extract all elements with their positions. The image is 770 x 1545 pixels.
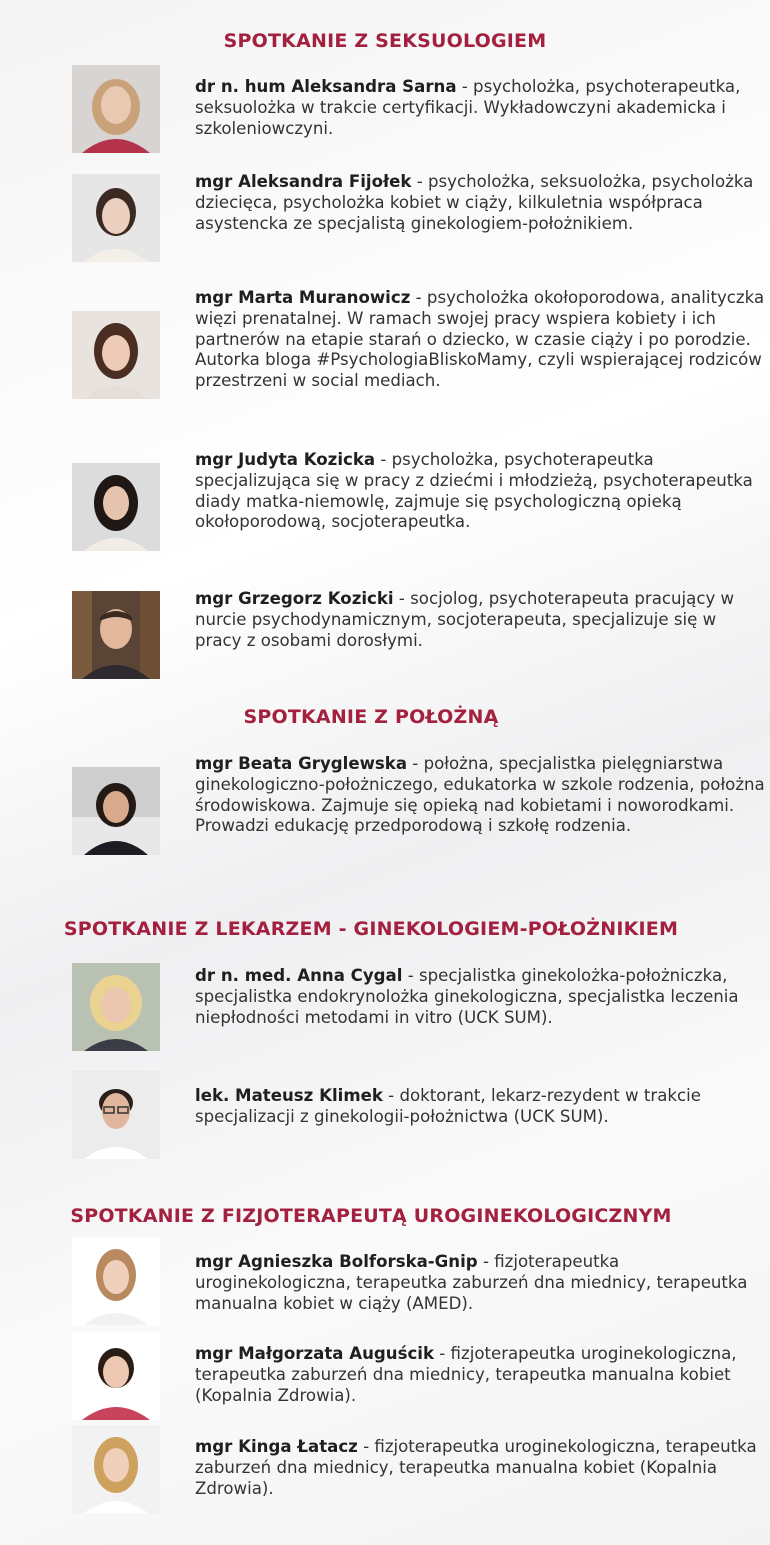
person-description: - psycholożka okołoporodowa, analityczka więzi prenatalnej. W ramach swojej pracy wspiera kobiety i ich partnerów na etapie starań o dziecko, w czasie ciąży i po porodzie. Autorka bloga #PsychologiaBliskoMamy, czyli wspierającej rodziców przestrzeni w social mediach. [195,288,765,391]
person-name: dr n. hum Aleksandra Sarna [195,77,457,96]
person-name: lek. Mateusz Klimek [195,1086,383,1105]
person-bio [195,172,765,234]
person-description: - położna, specjalistka pielęgniarstwa ginekologiczno-położniczego, edukatorka w szkole rodzenia, położna środowiskowa. Zajmuje się opieką nad kobietami i noworodkami. Prowadzi edukację przedporodową i szkołę rodzenia. [195,754,765,836]
person-photo [72,311,160,399]
person-description: - psycholożka, psychoterapeutka, seksuolożka w trakcie certyfikacji. Wykładowczyni akademicka i szkoleniowczyni. [195,77,741,138]
person-name: mgr Marta Muranowicz [195,288,411,307]
person-photo [72,963,160,1051]
person-description: - fizjoterapeutka uroginekologiczna, terapeutka zaburzeń dna miednicy, terapeutka manualna kobiet w ciąży (AMED). [195,1252,748,1313]
person-bio [195,589,765,651]
person-bio [195,754,765,837]
person-bio [195,288,765,392]
section-heading-physiotherapist: SPOTKANIE Z FIZJOTERAPEUTĄ UROGINEKOLOGICZNYM [70,1205,672,1227]
person-name: mgr Judyta Kozicka [195,450,376,469]
person-name: mgr Aleksandra Fijołek [195,172,412,191]
person-photo [72,1332,160,1420]
person-description: - doktorant, lekarz-rezydent w trakcie specjalizacji z ginekologii-położnictwa (UCK SUM). [195,1086,701,1126]
person-name: mgr Beata Gryglewska [195,754,408,773]
person-bio [195,77,765,139]
section-heading-sexologist: SPOTKANIE Z SEKSUOLOGIEM [223,30,547,52]
person-bio [195,1086,765,1128]
person-bio [195,450,765,533]
person-name: mgr Kinga Łatacz [195,1437,358,1456]
person-description: - psycholożka, seksuolożka, psycholożka dziecięca, psycholożka kobiet w ciąży, kilkuletnia współpraca asystencka ze specjalistą ginekologiem-położnikiem. [195,172,754,233]
section-heading-midwife: SPOTKANIE Z POŁOŻNĄ [243,706,499,728]
person-description: - specjalistka ginekolożka-położniczka, specjalistka endokrynolożka ginekologiczna, specjalistka leczenia niepłodności metodami in vitro (UCK SUM). [195,966,739,1027]
person-bio [195,966,765,1028]
person-description: - psycholożka, psychoterapeutka specjalizująca się w pracy z dziećmi i młodzieżą, psychoterapeutka diady matka-niemowlę, zajmuje się psychologiczną opieką okołoporodową, socjoterapeutka. [195,450,753,532]
section-heading-gynecologist: SPOTKANIE Z LEKARZEM - GINEKOLOGIEM-POŁOŻNIKIEM [63,918,679,940]
person-bio [195,1252,765,1314]
person-description: - fizjoterapeutka uroginekologiczna, terapeutka zaburzeń dna miednicy, terapeutka manualna kobiet (Kopalnia Zdrowia). [195,1344,737,1405]
person-photo [72,174,160,262]
person-photo [72,767,160,855]
person-name: mgr Małgorzata Auguścik [195,1344,435,1363]
person-name: mgr Grzegorz Kozicki [195,589,394,608]
person-photo [72,591,160,679]
person-photo [72,1425,160,1513]
person-description: - socjolog, psychoterapeuta pracujący w nurcie psychodynamicznym, socjoterapeuta, specjalizuje się w pracy z osobami dorosłymi. [195,589,735,650]
person-name: dr n. med. Anna Cygal [195,966,403,985]
person-photo [72,65,160,153]
person-photo [72,463,160,551]
person-name: mgr Agnieszka Bolforska-Gnip [195,1252,478,1271]
person-bio [195,1344,765,1406]
person-photo [72,1071,160,1159]
person-photo [72,1237,160,1325]
person-description: - fizjoterapeutka uroginekologiczna, terapeutka zaburzeń dna miednicy, terapeutka manualna kobiet (Kopalnia Zdrowia). [195,1437,757,1498]
person-bio [195,1437,765,1499]
